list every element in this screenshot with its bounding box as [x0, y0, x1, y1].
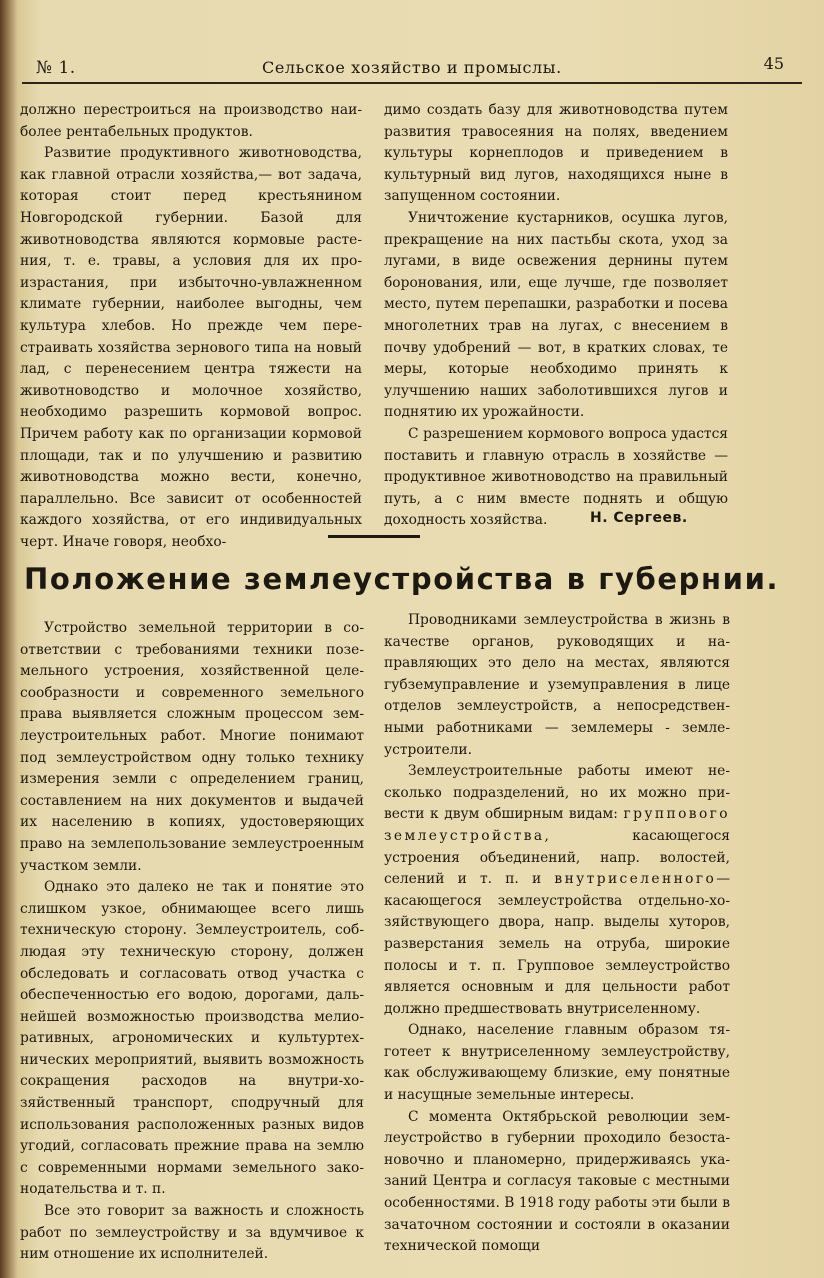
text-run: Землеустроительные работы имеют несколько подразделений, но их можно привести к двум обширным видам: — [384, 763, 730, 823]
paragraph: должно перестроиться на производство наиболее рентабельных продуктов. — [20, 102, 362, 140]
text-run: касающегося устроения объединений, напр. волостей, селений и т. п. и — [384, 827, 730, 888]
article1-column-left — [20, 100, 362, 553]
spaced-term: внутриселенного — [554, 871, 717, 888]
paragraph: Проводниками землеустройства в жизнь в качестве органов, руководящих и направляющих это дело на местах, являются губземуправление и уземуправления в лице отделов землеустройств, а непосредственными работниками — землемеры - землеустроители. — [384, 612, 730, 758]
article1-column-right — [384, 100, 728, 532]
paragraph: С разрешением кормового вопроса удастся поставить и главную отрасль в хозяйстве — продуктивное животноводство на правильный путь, а с ним вместе поднять и общую доходность хозяйства. — [384, 425, 728, 529]
running-title: Сельское хозяйство и промыслы. — [262, 58, 562, 77]
paragraph: Уничтожение кустарников, осушка лугов, прекращение на них пастьбы скота, уход за лугами, в виде освежения дернины путем боронования, или, еще лучше, где позволяет место, путем перепашки, разработки и посева многолетних трав на лугах, с внесением в почву удобрений — вот, в кратких словах, те меры, которые необходимо принять к улучшению наших заболотившихся лугов и поднятию их урожайности. — [384, 209, 728, 421]
paragraph: димо создать базу для животноводства путем развития травосеяния на полях, введением культуры корнеплодов и приведением в культурный вид лугов, находящихся ныне в запущенном состоянии. — [384, 102, 728, 205]
paragraph — [384, 761, 730, 1020]
paragraph: Однако это далеко не так и понятие это слишком узкое, обнимающее всего лишь техническую сторону. Землеустроитель, соблюдая эту техническую сторону, должен обследовать и согласовать отвод участка с обеспеченностью его водою, дорогами, дальнейшей возможностью производства мелиоративных, агрономических и культуртехнических мероприятий, выявить возможность сокращения расходов на внутри-хозяйственный транспорт, сподручный для использования расположенных разных видов угодий, согласовать прежние права на землю с современными нормами земельного законодательства и т. п. — [20, 879, 364, 1198]
author-signature: Н. Сергеев. — [590, 510, 688, 526]
paragraph: Все это говорит за важность и сложность работ по землеустройству и за вдумчивое к ним отношение их исполнителей. — [20, 1203, 364, 1263]
page-header — [22, 52, 802, 84]
paragraph: Развитие продуктивного животноводства, как главной отрасли хозяйства,— вот задача, которая стоит перед крестьянином Новгородской губернии. Базой для животноводства являются кормовые растения, т. е. травы, а условия для их произрастания, при избыточно-увлажненном климате губернии, наиболее выгодны, чем культура хлебов. Но прежде чем перестраивать хозяйства зернового типа на новый лад, с перенесением центра тяжести на животноводство и молочное хозяйство, необходимо разрешить кормовой вопрос. Причем работу как по организации кормовой площади, так и по улучшению и развитию животноводства можно вести, конечно, параллельно. Все зависит от особенностей каждого хозяйства, от его индивидуальных черт. Иначе говоря, необхо- — [20, 145, 362, 550]
page-number: 45 — [763, 54, 784, 73]
section-divider — [328, 535, 420, 538]
issue-number: № 1. — [36, 58, 76, 78]
spaced-term: группового землеустройства, — [384, 806, 730, 844]
paragraph: Устройство земельной территории в соответствии с требованиями техники поземельного устроения, хозяйственной целесообразности и современного земельного права выявляется сложным процессом землеустроительных работ. Многие понимают под землеустройством одну только технику измерения земли с определением границ, составлением на них документов и выдачей их населению в копиях, удостоверяющих право на землепользование землеустроенным участком земли. — [20, 620, 364, 874]
article2-column-left — [20, 618, 364, 1266]
text-run: — касающегося землеустройства отдельно-хозяйствующего двора, напр. выделы хуторов, разверстания земель на отруба, широкие полосы и т. п. Групповое землеустройство является основным и для цельности работ должно предшествовать внутриселенному. — [384, 871, 730, 1017]
article2-column-right — [384, 610, 730, 1258]
paragraph: С момента Октябрьской революции землеустройство в губернии проходило безостановочно и планомерно, придерживаясь указаний Центра и согласуя таковые с местными особенностями. В 1918 году работы эти были в зачаточном состоянии и состояли в оказании технической помощи — [384, 1108, 730, 1255]
paragraph: Однако, население главным образом тяготеет к внутриселенному землеустройству, как обслуживающему близкие, ему понятные и насущные земельные интересы. — [384, 1022, 730, 1104]
article-title: Положение землеустройства в губернии. — [24, 562, 780, 596]
